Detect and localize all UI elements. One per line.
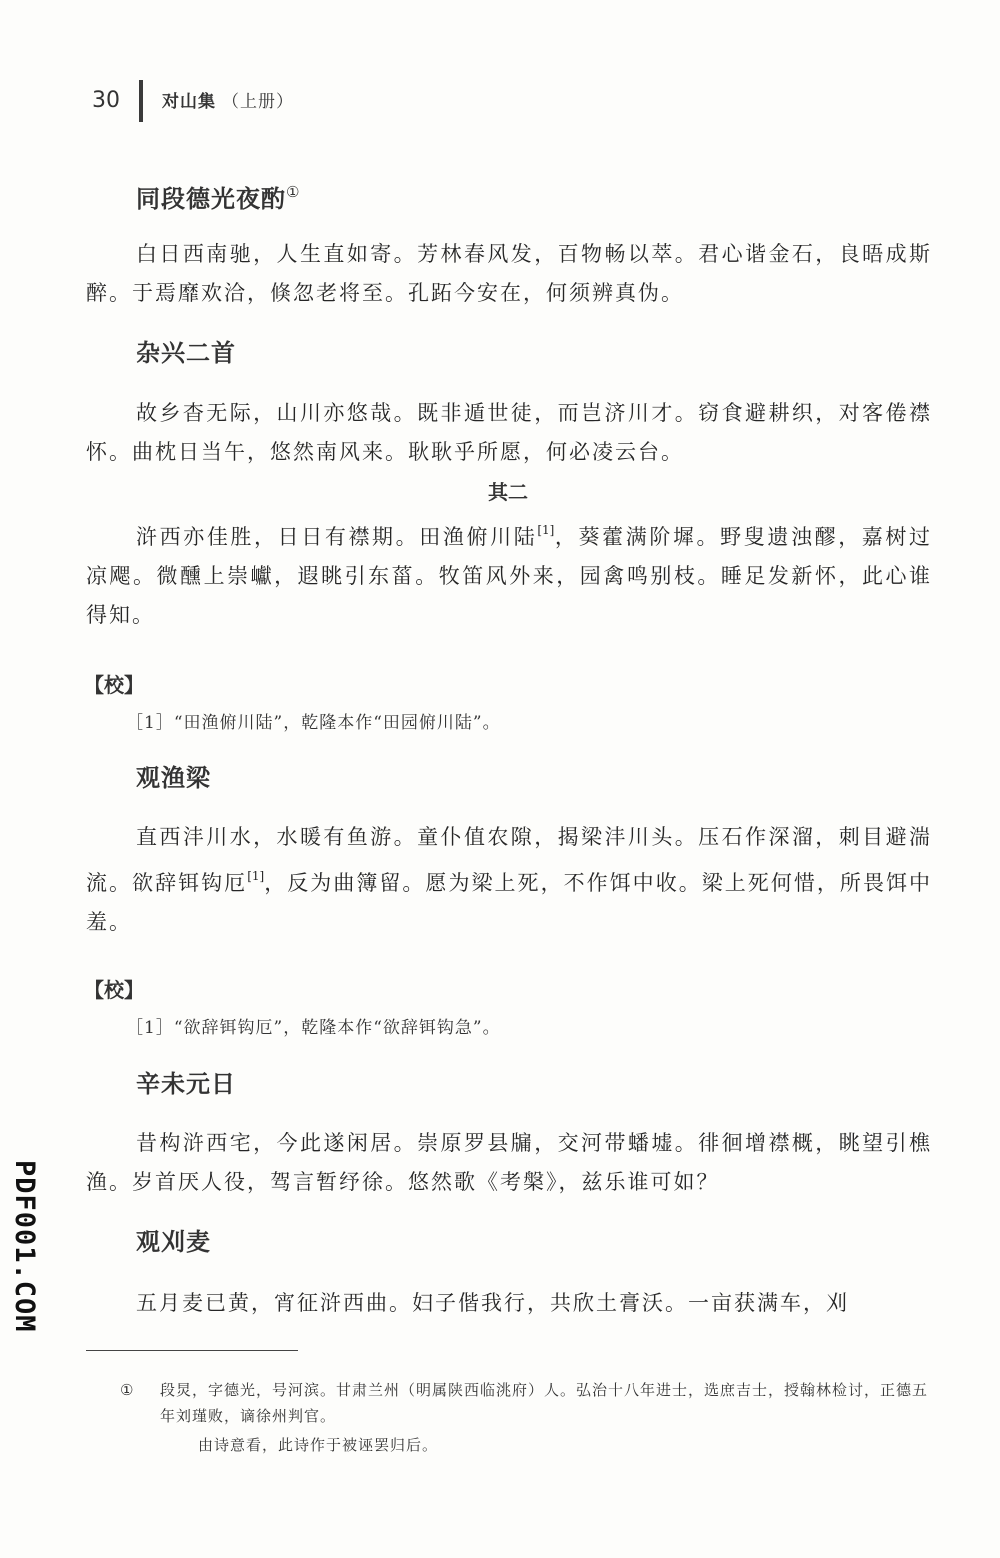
poem-title: 杂兴二首	[136, 339, 236, 367]
footnote-marker: ①	[286, 183, 301, 201]
collation-note: ［1］“田渔俯川陆”，乾隆本作“田园俯川陆”。	[126, 713, 501, 733]
poem-body: 白日西南驰，人生直如寄。芳林春风发，百物畅以萃。君心谐金石，良晤成斯醉。于焉靡欢洽，倏忽老将至。孔跖今安在，何须辨真伪。	[86, 242, 932, 305]
footnote-text-continued: 由诗意看，此诗作于被诬罢归后。	[198, 1436, 439, 1454]
poem-title: 观渔梁	[136, 764, 211, 792]
book-title: 对山集	[162, 92, 216, 112]
poem-body	[86, 818, 932, 942]
poem-title: 辛未元日	[136, 1070, 236, 1098]
collation-note: ［1］“欲辞铒钩厄”，乾隆本作“欲辞铒钩急”。	[126, 1018, 501, 1038]
poem-body: 昔构浒西宅，今此遂闲居。崇原罗县牖，交河带蟠墟。徘徊增襟概，眺望引樵渔。岁首厌人役，驾言暂纾徐。悠然歌《考槃》，兹乐谁可如？	[86, 1131, 932, 1194]
volume-label: （上册）	[222, 92, 294, 112]
poem-text: ，反为曲簿留。愿为梁上死，不作饵中收。梁上死何惜，所畏饵中羞。	[86, 871, 933, 934]
poem-body: 五月麦已黄，宵征浒西曲。妇子偕我行，共欣土膏沃。一亩获满车，刈	[136, 1291, 849, 1315]
collation-marker: [1]	[537, 523, 555, 537]
collation-heading: 【校】	[84, 978, 144, 1002]
poem-title	[136, 176, 300, 215]
header-divider	[139, 80, 143, 122]
watermark: PDF001.COM	[9, 1160, 40, 1333]
poem-body	[86, 511, 932, 635]
poem-text: ，葵藿满阶墀。野叟遗浊醪，嘉树过凉飔。微醺上崇巘，遐眺引东菑。牧笛风外来，园禽鸣别枝。睡足发新怀，此心谁得知。	[86, 525, 933, 627]
poem-title-text: 同段德光夜酌	[136, 185, 286, 213]
footnote-rule	[86, 1350, 298, 1351]
running-header	[162, 88, 294, 116]
footnote-text: 段炅，字德光，号河滨。甘肃兰州（明属陕西临洮府）人。弘治十八年进士，选庶吉士，授翰林检讨，正德五年刘瑾败，谪徐州判官。	[160, 1381, 929, 1425]
poem-body: 故乡杳无际，山川亦悠哉。既非遁世徒，而岂济川才。窃食避耕织，对客倦襟怀。曲枕日当午，悠然南风来。耿耿乎所愿，何必凌云台。	[86, 401, 932, 464]
poem-title: 观刈麦	[136, 1228, 211, 1256]
collation-heading: 【校】	[84, 673, 144, 697]
poem-text: 直西沣川水，水暖有鱼游。童仆值农隙，揭梁沣川头。压石作深溜，刺目避湍流。欲辞铒钩厄	[86, 825, 932, 895]
collation-marker: [1]	[247, 869, 265, 883]
poem-text: 浒西亦佳胜，日日有襟期。田渔俯川陆	[136, 525, 538, 549]
poem-subtitle: 其二	[488, 480, 528, 504]
footnote-mark: ①	[120, 1381, 134, 1399]
page-number: 30	[92, 88, 120, 113]
